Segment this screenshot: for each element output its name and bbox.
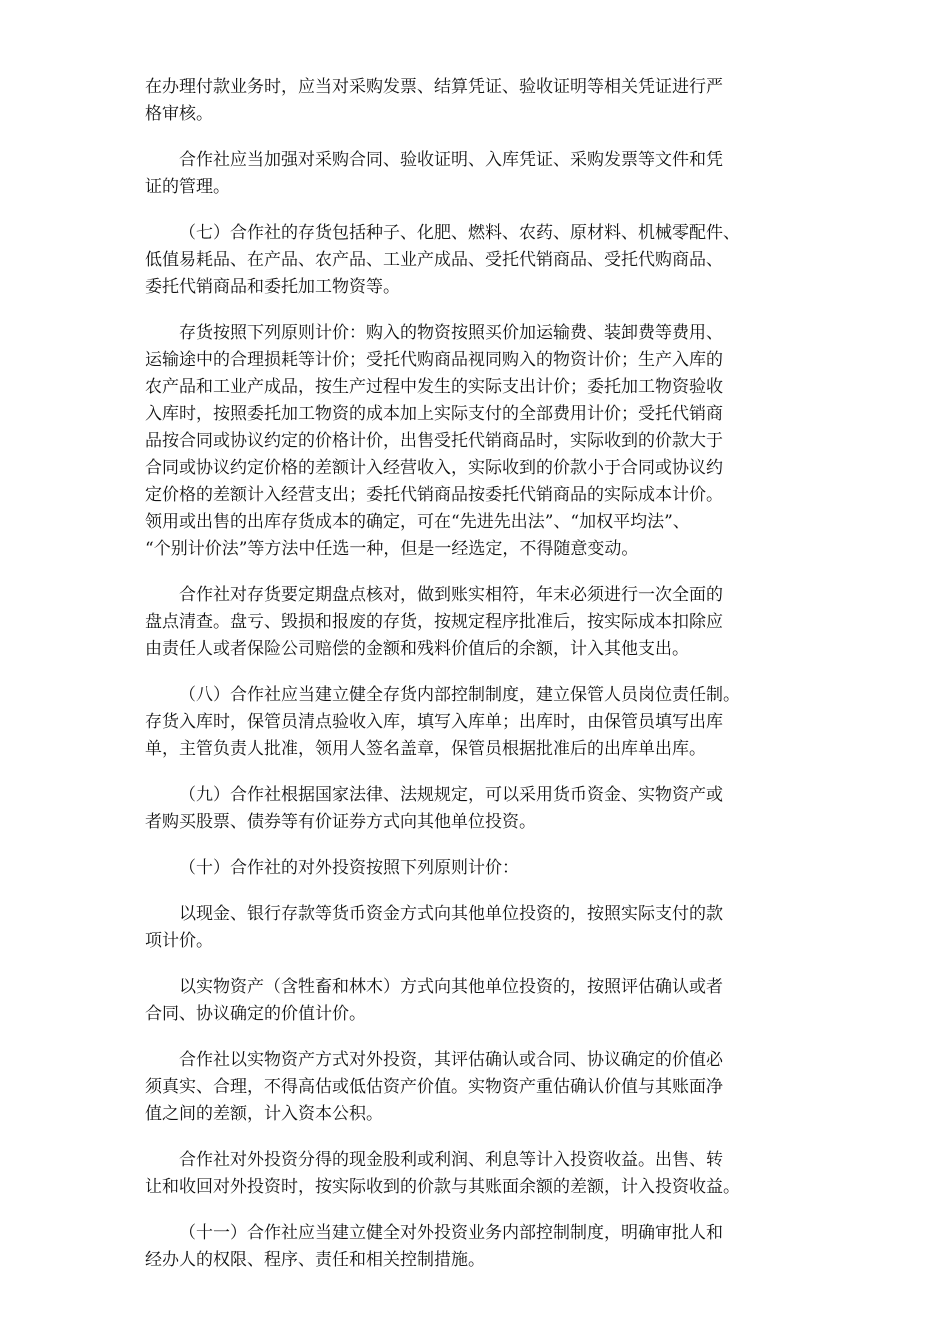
text-line: 存货按照下列原则计价：购入的物资按照买价加运输费、装卸费等费用、 bbox=[179, 323, 723, 343]
text-line: 合作社以实物资产方式对外投资，其评估确认或合同、协议确定的价值必 bbox=[179, 1050, 723, 1070]
text-line: （七）合作社的存货包括种子、化肥、燃料、农药、原材料、机械零配件、 bbox=[179, 223, 740, 243]
text-line: 盘点清查。盘亏、毁损和报废的存货，按规定程序批准后，按实际成本扣除应 bbox=[145, 612, 723, 632]
text-line: 品按合同或协议约定的价格计价，出售受托代销商品时，实际收到的价款大于 bbox=[145, 431, 723, 451]
text-line: 格审核。 bbox=[145, 104, 213, 124]
text-line: 定价格的差额计入经营支出；委托代销商品按委托代销商品的实际成本计价。 bbox=[145, 485, 723, 505]
text-line: 合同、协议确定的价值计价。 bbox=[145, 1004, 366, 1024]
text-line: 以实物资产（含牲畜和林木）方式向其他单位投资的，按照评估确认或者 bbox=[179, 977, 723, 997]
text-line: 须真实、合理，不得高估或低估资产价值。实物资产重估确认价值与其账面净 bbox=[145, 1077, 723, 1097]
text-line: 经办人的权限、程序、责任和相关控制措施。 bbox=[145, 1250, 485, 1270]
text-line: 合作社应当加强对采购合同、验收证明、入库凭证、采购发票等文件和凭 bbox=[179, 150, 723, 170]
paragraph-document-management bbox=[145, 147, 810, 201]
text-line: 值之间的差额，计入资本公积。 bbox=[145, 1104, 383, 1124]
paragraph-cash-investment bbox=[145, 901, 810, 955]
text-line: 者购买股票、债券等有价证券方式向其他单位投资。 bbox=[145, 812, 536, 832]
paragraph-investment-income bbox=[145, 1147, 810, 1201]
text-line: （十一）合作社应当建立健全对外投资业务内部控制制度，明确审批人和 bbox=[179, 1223, 723, 1243]
text-line: （十）合作社的对外投资按照下列原则计价： bbox=[179, 858, 519, 878]
text-line: 农产品和工业产成品，按生产过程中发生的实际支出计价；委托加工物资验收 bbox=[145, 377, 723, 397]
paragraph-investment-methods bbox=[145, 782, 810, 836]
paragraph-asset-revaluation bbox=[145, 1047, 810, 1128]
text-line: 合作社对存货要定期盘点核对，做到账实相符，年末必须进行一次全面的 bbox=[179, 585, 723, 605]
text-line: “个别计价法”等方法中任选一种，但是一经选定，不得随意变动。 bbox=[145, 539, 639, 559]
text-line: 单，主管负责人批准，领用人签名盖章，保管员根据批准后的出库单出库。 bbox=[145, 739, 706, 759]
text-line: 低值易耗品、在产品、农产品、工业产成品、受托代销商品、受托代购商品、 bbox=[145, 250, 723, 270]
text-line: 合作社对外投资分得的现金股利或利润、利息等计入投资收益。出售、转 bbox=[179, 1150, 723, 1170]
text-line: 让和收回对外投资时，按实际收到的价款与其账面余额的差额，计入投资收益。 bbox=[145, 1177, 740, 1197]
text-line: 项计价。 bbox=[145, 931, 213, 951]
text-line: 入库时，按照委托加工物资的成本加上实际支付的全部费用计价；受托代销商 bbox=[145, 404, 723, 424]
text-line: 运输途中的合理损耗等计价；受托代购商品视同购入的物资计价；生产入库的 bbox=[145, 350, 723, 370]
text-line: 合同或协议约定价格的差额计入经营收入，实际收到的价款小于合同或协议约 bbox=[145, 458, 723, 478]
text-line: （九）合作社根据国家法律、法规规定，可以采用货币资金、实物资产或 bbox=[179, 785, 723, 805]
text-line: 在办理付款业务时，应当对采购发票、结算凭证、验收证明等相关凭证进行严 bbox=[145, 77, 723, 97]
document-body bbox=[145, 74, 810, 1293]
text-line: 存货入库时，保管员清点验收入库，填写入库单；出库时，由保管员填写出库 bbox=[145, 712, 723, 732]
text-line: 委托代销商品和委托加工物资等。 bbox=[145, 277, 400, 297]
text-line: 领用或出售的出库存货成本的确定，可在“先进先出法”、“加权平均法”、 bbox=[145, 512, 690, 532]
text-line: 以现金、银行存款等货币资金方式向其他单位投资的，按照实际支付的款 bbox=[179, 904, 723, 924]
paragraph-investment-valuation-heading bbox=[145, 855, 810, 882]
paragraph-physical-asset-investment bbox=[145, 974, 810, 1028]
text-line: 证的管理。 bbox=[145, 177, 230, 197]
paragraph-inventory-count bbox=[145, 582, 810, 663]
paragraph-investment-control bbox=[145, 1220, 810, 1274]
paragraph-inventory-control bbox=[145, 682, 810, 763]
text-line: （八）合作社应当建立健全存货内部控制制度，建立保管人员岗位责任制。 bbox=[179, 685, 740, 705]
text-line: 由责任人或者保险公司赔偿的金额和残料价值后的余额，计入其他支出。 bbox=[145, 639, 689, 659]
paragraph-payment-review bbox=[145, 74, 810, 128]
paragraph-inventory-scope bbox=[145, 220, 810, 301]
paragraph-inventory-valuation bbox=[145, 320, 810, 563]
